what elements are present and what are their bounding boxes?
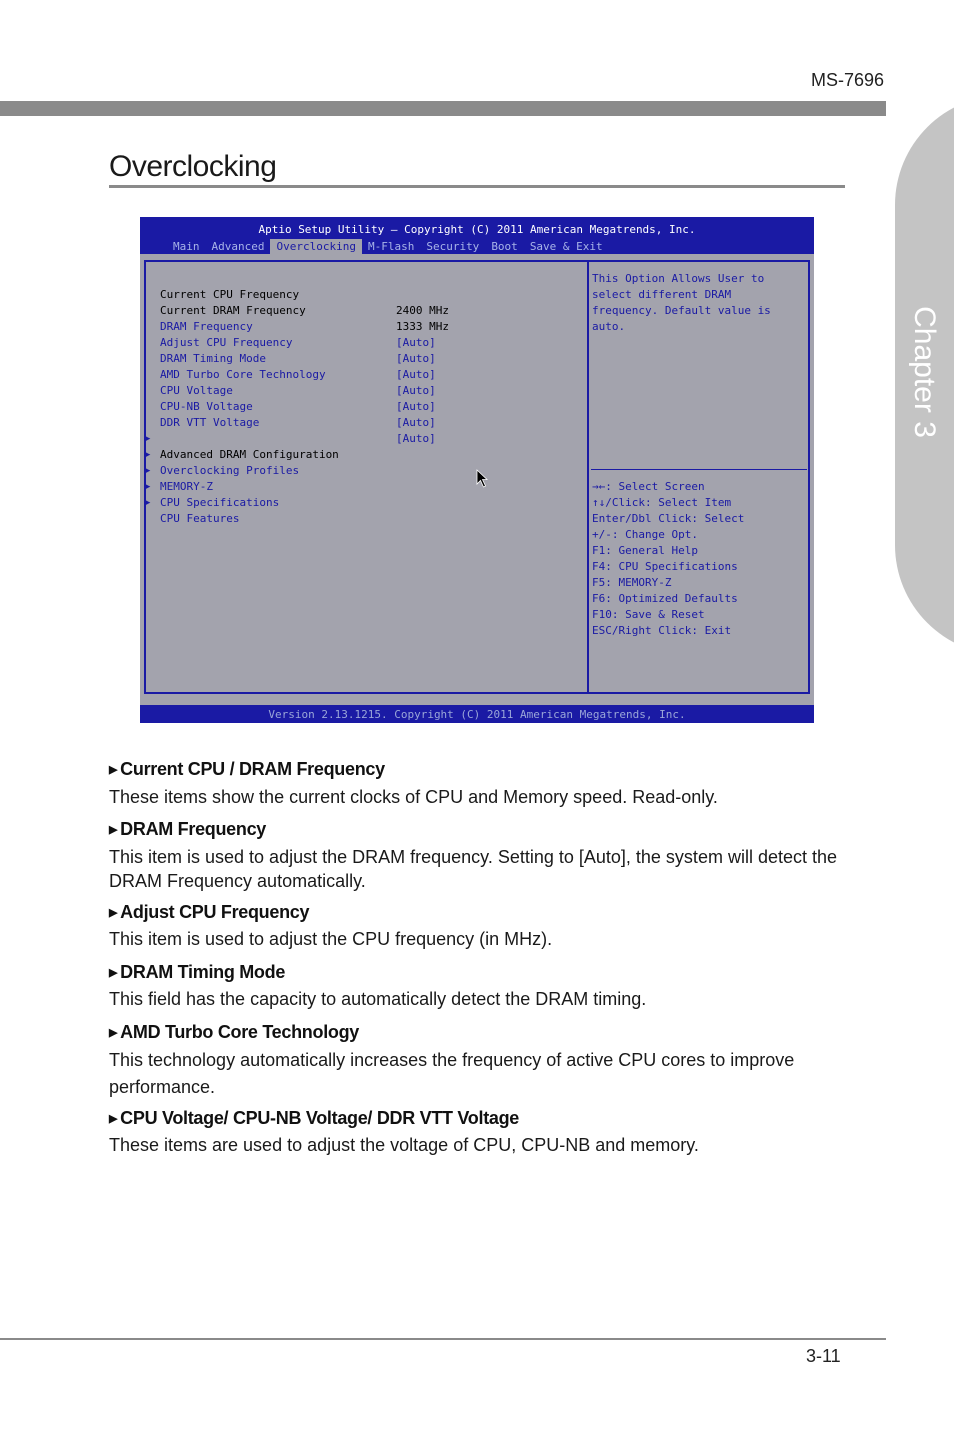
bios-row-value[interactable]: [Auto]	[396, 352, 436, 365]
bios-submenu-label: CPU Specifications	[160, 496, 280, 509]
bios-row-value[interactable]: [Auto]	[396, 368, 436, 381]
bios-submenu-label: MEMORY-Z	[160, 480, 213, 493]
bios-row-value[interactable]: [Auto]	[396, 432, 436, 445]
section-heading-text: AMD Turbo Core Technology	[120, 1022, 359, 1042]
bios-tab-advanced[interactable]: Advanced	[211, 240, 265, 253]
section-body: This item is used to adjust the DRAM frequency. Setting to [Auto], the system will detect the DRAM Frequency automatically.	[109, 847, 837, 891]
bios-row-label: CPU-NB Voltage	[160, 400, 253, 413]
bios-tab-overclocking[interactable]: Overclocking	[270, 239, 361, 254]
bios-screenshot	[140, 217, 814, 723]
submenu-arrow-icon: ▶	[145, 482, 151, 492]
submenu-arrow-icon: ▶	[145, 466, 151, 476]
section-body: This technology automatically increases the frequency of active CPU cores to improve performance.	[109, 1050, 795, 1097]
title-rule	[109, 185, 845, 188]
bios-footer-text: Version 2.13.1215. Copyright (C) 2011 American Megatrends, Inc.	[268, 708, 686, 721]
key-help-line: +/-: Change Opt.	[592, 528, 698, 541]
page-number: 3-11	[806, 1346, 841, 1366]
bullet-triangle-icon: ▶	[109, 967, 118, 979]
section-body: These items are used to adjust the voltage of CPU, CPU-NB and memory.	[109, 1135, 699, 1155]
bullet-triangle-icon: ▶	[109, 824, 118, 836]
section-heading	[109, 902, 309, 923]
bios-submenu-label: Overclocking Profiles	[160, 464, 300, 477]
submenu-arrow-icon: ▶	[145, 450, 151, 460]
key-help-line: →←: Select Screen	[592, 480, 705, 493]
section-heading-text: DRAM Timing Mode	[120, 962, 286, 982]
bullet-triangle-icon: ▶	[109, 1027, 118, 1039]
submenu-arrow-icon: ▶	[145, 434, 151, 444]
bios-row-value[interactable]: [Auto]	[396, 416, 436, 429]
key-help-line: ↑↓/Click: Select Item	[592, 496, 732, 509]
bios-row-label: DRAM Timing Mode	[160, 352, 266, 365]
chapter-tab-label: Chapter 3	[908, 306, 941, 438]
bullet-triangle-icon: ▶	[109, 1113, 118, 1125]
bullet-triangle-icon: ▶	[109, 764, 118, 776]
key-help-line: F1: General Help	[592, 544, 698, 557]
key-help-line: F4: CPU Specifications	[592, 560, 738, 573]
section-heading	[109, 1022, 359, 1043]
bios-row-label: DDR VTT Voltage	[160, 416, 260, 429]
bios-row-value: 1333 MHz	[396, 320, 449, 333]
key-help-line: F10: Save & Reset	[592, 608, 705, 621]
key-help-line: F5: MEMORY-Z	[592, 576, 672, 589]
bios-tab-boot[interactable]: Boot	[491, 240, 518, 253]
section-heading	[109, 962, 285, 983]
help-text-line: auto.	[592, 320, 626, 333]
bios-row-label: Current CPU Frequency	[160, 288, 300, 301]
bios-submenu-memory-z[interactable]	[145, 447, 213, 493]
bios-tab-main[interactable]: Main	[173, 240, 200, 253]
section-body: This item is used to adjust the CPU frequency (in MHz).	[109, 929, 553, 949]
section-heading	[109, 759, 385, 780]
section-heading-text: Adjust CPU Frequency	[120, 902, 310, 922]
bios-submenu-label: Advanced DRAM Configuration	[160, 448, 339, 461]
bios-row-label: CPU Voltage	[160, 384, 233, 397]
section-heading-text: CPU Voltage/ CPU-NB Voltage/ DDR VTT Voltage	[120, 1108, 520, 1128]
page-title: Overclocking	[109, 150, 277, 183]
section-heading	[109, 1108, 519, 1129]
bios-title: Aptio Setup Utility – Copyright (C) 2011 American Megatrends, Inc.	[258, 223, 696, 236]
bios-panel-divider	[587, 260, 589, 694]
bios-footer	[140, 705, 814, 723]
help-text-line: This Option Allows User to	[592, 272, 765, 285]
bios-row-value[interactable]: [Auto]	[396, 400, 436, 413]
bios-tab-m-flash[interactable]: M-Flash	[367, 240, 415, 253]
bullet-triangle-icon: ▶	[109, 907, 118, 919]
key-help-line: F6: Optimized Defaults	[592, 592, 738, 605]
bios-tab-save-exit[interactable]: Save & Exit	[529, 240, 603, 253]
submenu-arrow-icon: ▶	[145, 498, 151, 508]
bios-submenu-label: CPU Features	[160, 512, 240, 525]
section-body: This field has the capacity to automatically detect the DRAM timing.	[109, 989, 647, 1009]
bios-row-value[interactable]: [Auto]	[396, 336, 436, 349]
bios-tab-bar	[167, 239, 609, 254]
bios-row-label: AMD Turbo Core Technology	[160, 368, 326, 381]
mouse-cursor-icon	[476, 469, 490, 489]
bios-tab-security[interactable]: Security	[426, 240, 480, 253]
model-number: MS-7696	[810, 70, 884, 90]
section-heading	[109, 819, 266, 840]
bios-header	[140, 217, 814, 254]
header-bar	[0, 101, 886, 116]
help-text-line: frequency. Default value is	[592, 304, 771, 317]
section-heading-text: Current CPU / DRAM Frequency	[120, 759, 385, 779]
section-heading-text: DRAM Frequency	[120, 819, 266, 839]
help-divider	[591, 469, 807, 470]
bios-row-value: 2400 MHz	[396, 304, 449, 317]
help-text-line: select different DRAM	[592, 288, 732, 301]
bios-row-label: Current DRAM Frequency	[160, 304, 306, 317]
bios-row-label: DRAM Frequency	[160, 320, 253, 333]
bios-row-label: Adjust CPU Frequency	[160, 336, 293, 349]
section-body: These items show the current clocks of CPU and Memory speed. Read-only.	[109, 787, 718, 807]
bios-row-value[interactable]: [Auto]	[396, 384, 436, 397]
key-help-line: Enter/Dbl Click: Select	[592, 512, 745, 525]
key-help-line: ESC/Right Click: Exit	[592, 624, 732, 637]
footer-rule	[0, 1338, 886, 1340]
